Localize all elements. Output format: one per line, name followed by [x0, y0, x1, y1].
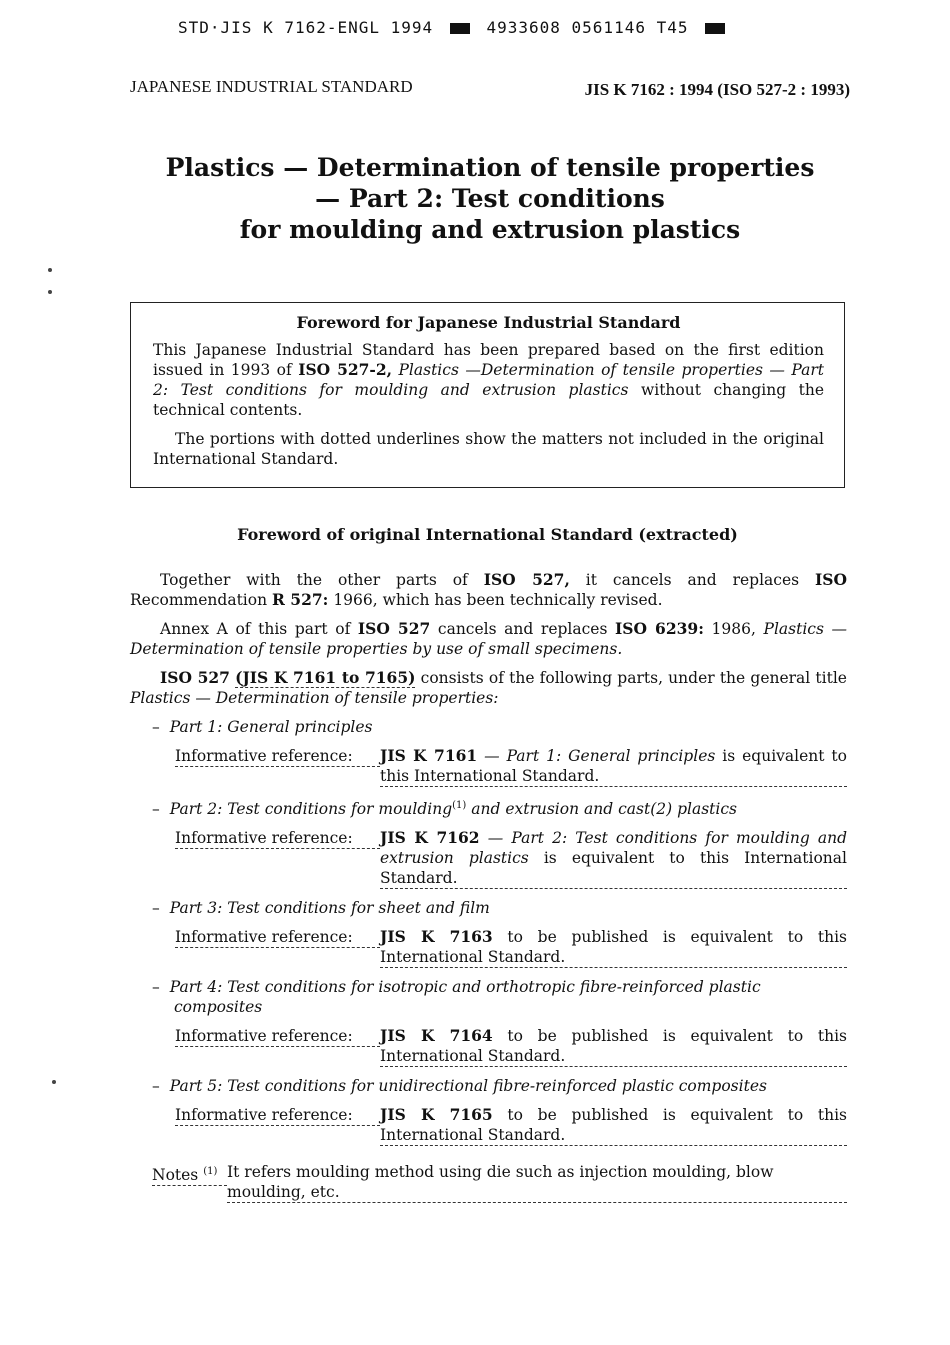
reference-title: — Part 1: General principles: [484, 747, 716, 765]
part-item: [152, 977, 847, 1017]
document-code-line: [178, 18, 731, 37]
notes-section: [152, 1162, 847, 1203]
text-run: 1986,: [711, 620, 756, 638]
title-line: Plastics — Determination of tensile properties: [165, 153, 815, 182]
standard-ref: ISO 527: [160, 668, 230, 687]
text-run: 1966, which has been technically revised.: [333, 591, 663, 609]
std-number: 4933608 0561146 T45: [486, 18, 689, 37]
informative-reference: [175, 828, 847, 889]
notes-label: [152, 1162, 227, 1186]
note-marker: (1): [203, 1166, 218, 1178]
part-title-continued: and extrusion and cast(2) plastics: [471, 800, 737, 819]
reference-text: [380, 828, 847, 889]
part-title: Part 1: General principles: [169, 718, 373, 736]
part-title: Part 3: Test conditions for sheet and film: [169, 899, 490, 918]
barcode-mark: [450, 23, 470, 34]
reference-code: JIS K 7162: [380, 828, 480, 848]
title-line: — Part 2: Test conditions: [315, 184, 665, 213]
text-run: Recommendation: [130, 591, 268, 609]
standard-ref: R 527:: [272, 590, 329, 609]
jis-foreword-paragraph: [153, 340, 824, 420]
text-run: Together with the other parts of: [160, 571, 468, 589]
std-code: STD·JIS K 7162-ENGL 1994: [178, 18, 434, 37]
standard-title: Plastics — Determination of tensile properties:: [130, 689, 499, 707]
reference-label: Informative reference:: [175, 746, 380, 767]
page-title: [150, 152, 830, 245]
standard-ref: ISO 527: [357, 619, 431, 638]
reference-statement: to be published is equivalent to this International Standard.: [380, 1106, 847, 1145]
informative-reference: [175, 927, 847, 968]
part-title: Part 5: Test conditions for unidirectional fibre-reinforced plastic composites: [169, 1077, 767, 1096]
standard-ref: ISO 527,: [483, 570, 570, 589]
reference-text: [380, 746, 847, 787]
text-run: cancels and replaces: [437, 620, 608, 638]
iso-foreword-paragraph: [130, 619, 847, 659]
header-standard-number: JIS K 7162 : 1994 (ISO 527-2 : 1993): [584, 80, 850, 99]
informative-reference: [175, 1026, 847, 1067]
standard-title: Plastics — Determination of tensile properties by use of small specimens.: [130, 620, 848, 658]
text-run: This Japanese Industrial Standard has been prepared based on the first edition issued in 1993 of: [153, 341, 824, 379]
title-line: for moulding and extrusion plastics: [239, 215, 741, 244]
standard-ref: ISO 6239:: [615, 619, 704, 638]
informative-reference: [175, 746, 847, 787]
standard-ref: ISO 527-2,: [298, 360, 393, 379]
header-standard-name: JAPANESE INDUSTRIAL STANDARD: [130, 77, 413, 96]
part-title: Part 4: Test conditions for isotropic and orthotropic fibre-reinforced plastic composites: [169, 978, 761, 1017]
reference-statement: is equivalent to this International Standard.: [380, 747, 847, 785]
reference-code: JIS K 7161: [380, 746, 478, 765]
reference-statement: to be published is equivalent to this International Standard.: [380, 1027, 847, 1066]
reference-code: JIS K 7165: [380, 1105, 493, 1125]
iso-foreword-heading: Foreword of original International Standard (extracted): [237, 525, 738, 544]
reference-statement: is equivalent to this International Standard.: [380, 849, 847, 888]
text-run: Annex A of this part of: [160, 620, 351, 638]
reference-code: JIS K 7163: [380, 927, 493, 947]
jis-foreword-heading: Foreword for Japanese Industrial Standard: [296, 313, 681, 332]
footnote-marker: (1): [452, 800, 467, 811]
text-run: it cancels and replaces: [585, 571, 800, 589]
jis-foreword-paragraph: The portions with dotted underlines show the matters not included in the original International Standard.: [153, 430, 824, 468]
reference-label: Informative reference:: [175, 1026, 380, 1047]
standard-ref: ISO: [815, 570, 847, 589]
part-item: [152, 717, 847, 737]
reference-text: [380, 1105, 847, 1146]
list-dash: –: [152, 899, 160, 918]
iso-foreword-body: [130, 570, 847, 1203]
reference-label: Informative reference:: [175, 828, 380, 849]
reference-text: [380, 927, 847, 968]
reference-title: — Part 2: Test conditions for moulding and extrusion plastics: [380, 829, 848, 868]
text-run: without changing the technical contents.: [153, 381, 825, 419]
reference-statement: to be published is equivalent to this International Standard.: [380, 928, 847, 967]
iso-foreword-paragraph: [130, 668, 847, 708]
note-text: It refers moulding method using die such as injection moulding, blow moulding, etc.: [227, 1162, 847, 1203]
barcode-mark: [705, 23, 725, 34]
part-item: [152, 796, 847, 819]
scan-speck: [48, 268, 52, 272]
list-dash: –: [152, 978, 160, 997]
part-item: [152, 1076, 847, 1096]
reference-label: Informative reference:: [175, 927, 380, 948]
list-dash: –: [152, 1077, 160, 1096]
notes-word: Notes: [152, 1166, 199, 1185]
reference-code: JIS K 7164: [380, 1026, 493, 1046]
part-item: [152, 898, 847, 918]
standard-title: Plastics —Determination of tensile properties — Part 2: Test conditions for moulding and extrusion plastics: [153, 361, 824, 399]
reference-text: [380, 1026, 847, 1067]
reference-label: Informative reference:: [175, 1105, 380, 1126]
jis-foreword-box: [130, 302, 845, 488]
scan-speck: [48, 290, 52, 294]
list-dash: –: [152, 718, 160, 736]
text-run: consists of the following parts, under the general title: [420, 669, 847, 687]
scan-speck: [52, 1080, 56, 1084]
informative-reference: [175, 1105, 847, 1146]
jis-range-ref: (JIS K 7161 to 7165): [235, 668, 416, 687]
part-title: Part 2: Test conditions for moulding: [169, 800, 453, 819]
iso-foreword-paragraph: [130, 570, 847, 610]
list-dash: –: [152, 800, 160, 819]
